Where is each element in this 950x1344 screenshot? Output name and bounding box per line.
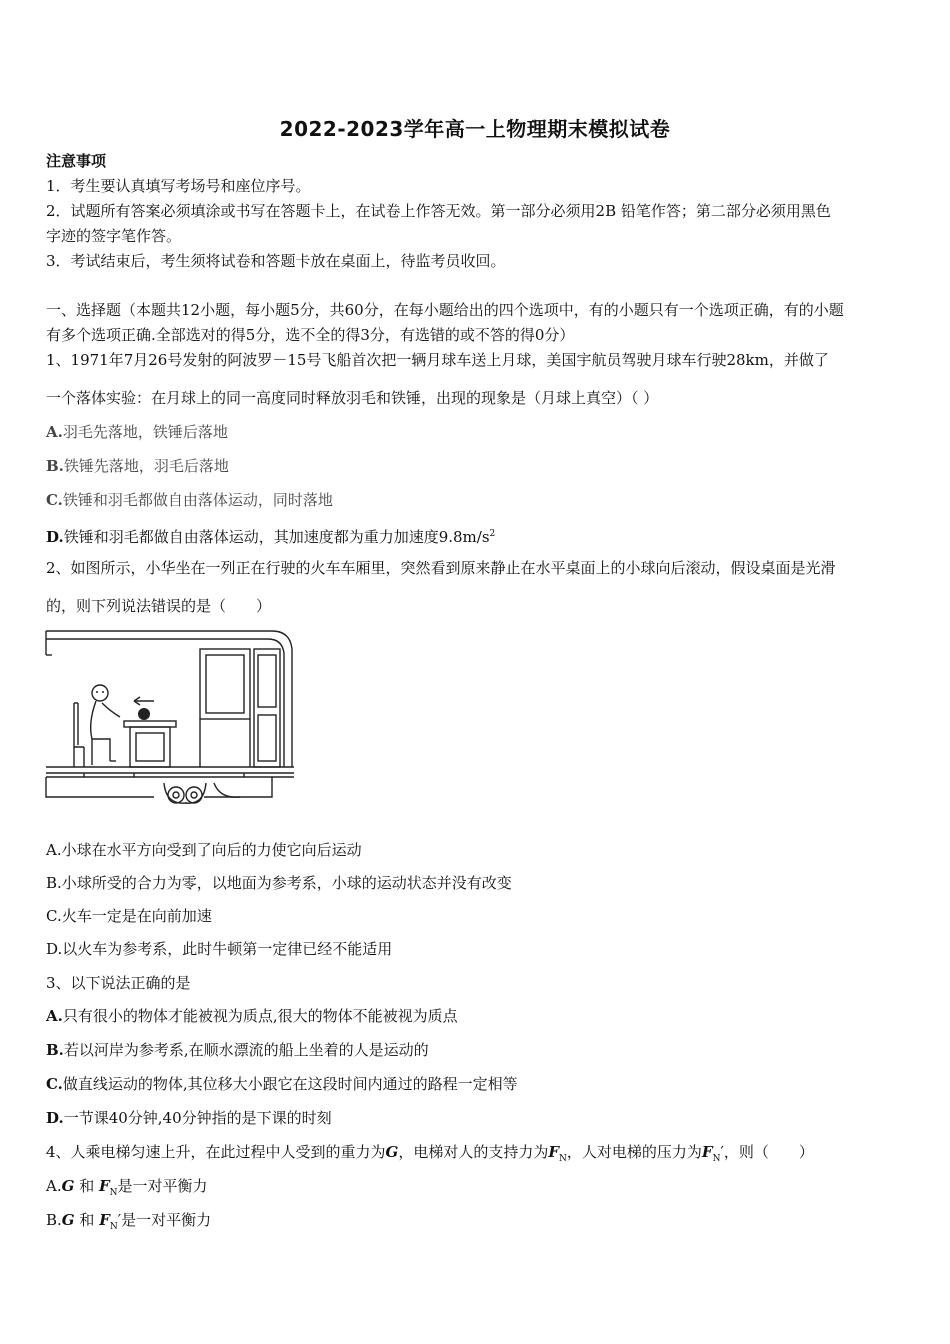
superscript: 2 [489,529,496,539]
notice-heading: 注意事项 [46,152,107,170]
page-title: 2022-2023学年高一上物理期末模拟试卷 [279,117,671,141]
q1-option-d [46,524,495,547]
option-text: 做直线运动的物体,其位移大小跟它在这段时间内通过的路程一定相等 [62,1075,518,1093]
q1-option-a [46,422,228,442]
option-letter: A. [46,1177,62,1195]
q2-option-d: D.以火车为参考系，此时牛顿第一定律已经不能适用 [46,940,393,958]
q1-stem: 1、1971年7月26号发射的阿波罗－15号飞船首次把一辆月球车送上月球，美国宇航员驾驶月球车行驶28km，并做了 [46,351,829,369]
option-letter: A. [46,1007,63,1025]
stem-text: ，电梯对人的支持力为 [398,1143,549,1161]
symbol-g: G [385,1143,399,1161]
symbol-g: G [61,1211,75,1229]
option-text: 是一对平衡力 [117,1177,208,1195]
option-text: 一节课40分钟,40分钟指的是下课的时刻 [63,1109,332,1127]
option-letter: C. [46,491,63,509]
q2-stem-cont: 的，则下列说法错误的是（ ） [46,597,272,615]
prime-mark: ′ [117,1211,122,1229]
option-text: 铁锤先落地，羽毛后落地 [63,457,229,475]
q4-option-b [46,1210,211,1237]
q3-option-d [46,1108,332,1128]
option-letter: B. [46,1041,64,1059]
subscript: N [559,1154,567,1164]
stem-text: 4、人乘电梯匀速上升，在此过程中人受到的重力为 [46,1143,386,1161]
notice-item: 字迹的签字笔作答。 [46,227,182,245]
section-heading: 一、选择题（本题共12小题，每小题5分，共60分，在每小题给出的四个选项中，有的小题只有一个选项正确，有的小题 [46,301,844,319]
q2-stem: 2、如图所示，小华坐在一列正在行驶的火车车厢里，突然看到原来静止在水平桌面上的小球向后滚动，假设桌面是光滑 [46,559,836,577]
option-text: 铁锤和羽毛都做自由落体运动，同时落地 [62,491,333,509]
option-text: 和 [79,1177,95,1195]
notice-item: 3．考试结束后，考生须将试卷和答题卡放在桌面上，待监考员收回。 [46,252,506,270]
option-text: 是一对平衡力 [121,1211,212,1229]
section-heading-cont: 有多个选项正确.全部选对的得5分，选不全的得3分，有选错的或不答的得0分） [46,326,575,344]
q2-option-c: C.火车一定是在向前加速 [46,907,212,925]
q3-stem: 3、以下说法正确的是 [46,974,191,992]
option-text: 铁锤和羽毛都做自由落体运动，其加速度都为重力加速度9.8m/s [63,528,490,546]
q1-stem-cont: 一个落体实验：在月球上的同一高度同时释放羽毛和铁锤，出现的现象是（月球上真空）（ ） [46,389,659,407]
option-letter: A. [46,423,63,441]
option-text: 羽毛先落地，铁锤后落地 [62,423,228,441]
symbol-g: G [61,1177,75,1195]
subscript: N [109,1188,118,1198]
q3-option-b [46,1040,429,1060]
prime-mark: ′ [720,1143,724,1161]
symbol-f: F [99,1211,110,1229]
option-text: 只有很小的物体才能被视为质点,很大的物体不能被视为质点 [62,1007,458,1025]
subscript: N [109,1222,118,1232]
option-letter: B. [46,457,64,475]
option-letter: D. [46,1109,64,1127]
symbol-f: F [99,1177,110,1195]
notice-item: 1．考生要认真填写考场号和座位序号。 [46,177,311,195]
stem-text: ，则（ ） [723,1143,814,1161]
symbol-f: F [701,1143,713,1161]
symbol-f: F [548,1143,560,1161]
subscript: N [712,1154,721,1164]
q3-option-c [46,1074,518,1094]
option-text: 若以河岸为参考系,在顺水漂流的船上坐着的人是运动的 [63,1041,429,1059]
q2-option-a: A.小球在水平方向受到了向后的力使它向后运动 [46,841,362,859]
q1-option-c [46,490,333,510]
train-carriage-figure [44,627,300,807]
q4-stem [46,1142,814,1169]
notice-item: 2．试题所有答案必须填涂或书写在答题卡上，在试卷上作答无效。第一部分必须用2B 铅笔作答；第二部分必须用黑色 [46,202,831,220]
q3-option-a [46,1006,458,1026]
option-letter: B. [46,1211,62,1229]
option-letter: D. [46,528,64,546]
q4-option-a [46,1176,208,1203]
option-text: 和 [79,1211,95,1229]
q1-option-b [46,456,229,476]
stem-text: ，人对电梯的压力为 [566,1143,702,1161]
option-letter: C. [46,1075,63,1093]
q2-option-b: B.小球所受的合力为零，以地面为参考系，小球的运动状态并没有改变 [46,874,512,892]
